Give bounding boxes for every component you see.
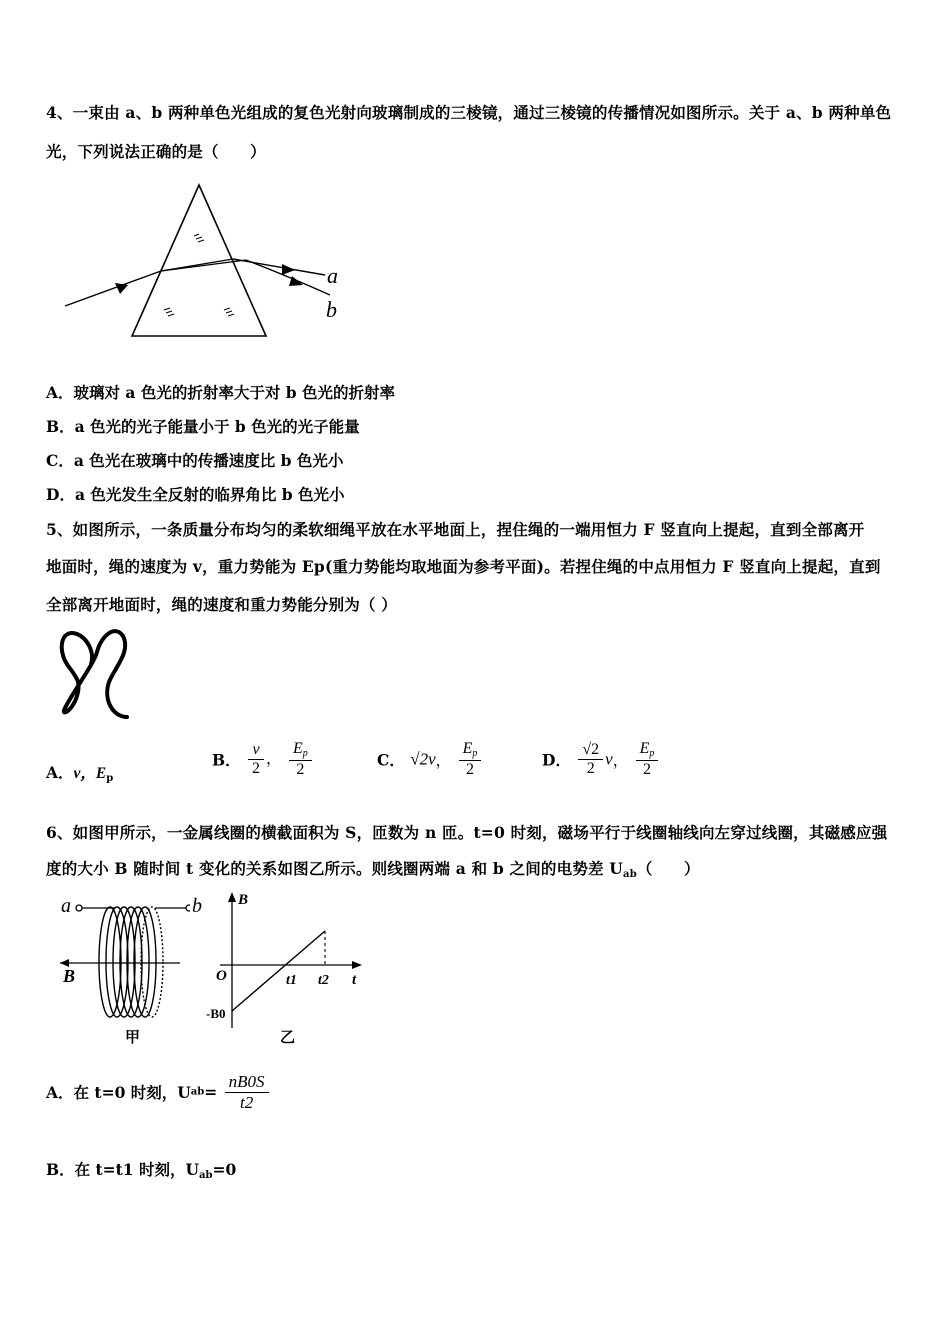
q5-text-line1: 5、如图所示，一条质量分布均匀的柔软细绳平放在水平地面上，捏住绳的一端用恒力 F 竖直向上提起，直到全部离开: [46, 520, 865, 539]
q5-option-d: D． $\frac{√2}{2}$ v， $\frac{E_p}{2}$: [542, 740, 660, 779]
q4-option-b: B．a 色光的光子能量小于 b 色光的光子能量: [46, 417, 360, 436]
tick-negB0: -B0: [206, 1006, 226, 1021]
q4-text-line2: 光，下列说法正确的是（ ）: [46, 142, 266, 161]
q4-option-d: D．a 色光发生全反射的临界角比 b 色光小: [46, 485, 345, 504]
q5-option-c: C． √2v， $\frac{E_p}{2}$: [377, 740, 483, 779]
q4-option-c: C．a 色光在玻璃中的传播速度比 b 色光小: [46, 451, 344, 470]
q5-option-a: [46, 761, 113, 784]
q6-text-line2: 度的大小 B 随时间 t 变化的关系如图乙所示。则线圈两端 a 和 b 之间的电势差 $U_{ab}$（ ）: [46, 859, 700, 880]
q4-text-line1: 4、一束由 a、b 两种单色光组成的复色光射向玻璃制成的三棱镜，通过三棱镜的传播情况如图所示。关于 a、b 两种单色: [46, 103, 892, 122]
prism-diagram: [60, 182, 350, 342]
rope-curve: [62, 631, 127, 717]
q6-option-b: B．在 t=t1 时刻，$U_{ab}=0$: [46, 1160, 237, 1181]
bt-graph: [200, 888, 370, 1048]
q4-option-a: A．玻璃对 a 色光的折射率大于对 b 色光的折射率: [46, 383, 395, 402]
ray-b-out: [246, 260, 330, 295]
tick-t2: t2: [318, 973, 329, 988]
q5-option-a-value: v，E: [73, 765, 107, 782]
q5-option-a-label: A．: [46, 763, 74, 782]
q5-option-c-label: C．: [377, 750, 405, 770]
q6-option-a: A．在 t=0 时刻，Uab= $\frac{nB0S}{t2}$: [46, 1072, 271, 1112]
b-t-line: [232, 931, 325, 1011]
label-b: b: [326, 297, 337, 322]
axis-label-t: t: [352, 972, 357, 988]
label-a: a: [327, 263, 338, 288]
q5-option-b: B． $\frac{v}{2}$ ， $\frac{E_p}{2}$: [212, 740, 314, 779]
q5-option-b-label: B．: [212, 750, 241, 770]
label-yi: 乙: [280, 1028, 296, 1046]
q5-text-line2: 地面时，绳的速度为 v，重力势能为 Ep(重力势能均取地面为参考平面)。若捏住绳的中点用恒力 F 竖直向上提起，直到: [46, 557, 881, 576]
label-jia: 甲: [125, 1028, 141, 1046]
coil-label-a: a: [61, 895, 71, 917]
q5-text-line3: 全部离开地面时，绳的速度和重力势能分别为（ ）: [46, 595, 397, 614]
q5-option-a-sub: p: [106, 773, 114, 784]
q5-option-d-label: D．: [542, 750, 571, 770]
origin-label: O: [216, 968, 227, 984]
rope-diagram: [55, 622, 135, 722]
coil-diagram: [55, 890, 190, 1050]
coil-windings: [99, 907, 163, 1017]
q6-text-line1: 6、如图甲所示，一金属线圈的横截面积为 S，匝数为 n 匝。t=0 时刻，磁场平行于线圈轴线向左穿过线圈，其磁感应强: [46, 823, 888, 842]
glass-hatch-marks: [164, 234, 234, 316]
incident-ray: [65, 271, 161, 306]
ray-b-inside: [161, 260, 246, 271]
tick-t1: t1: [286, 973, 297, 988]
axis-label-B: B: [238, 892, 249, 908]
field-label-B: B: [63, 966, 76, 986]
coil-label-b: b: [192, 895, 202, 917]
